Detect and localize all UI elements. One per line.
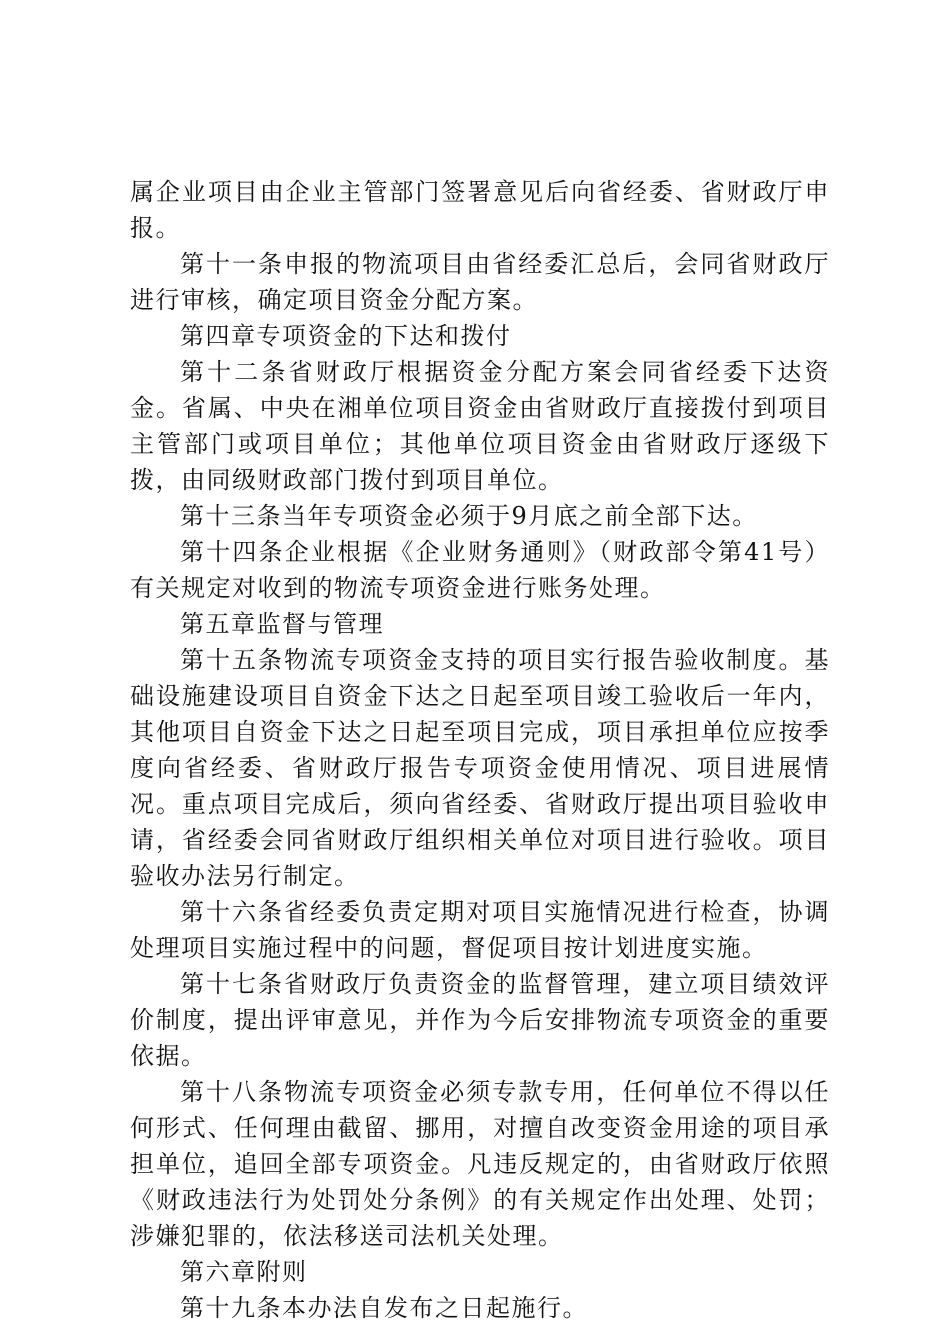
chapter-4-heading: 第四章专项资金的下达和拨付 [180,322,512,350]
paragraph-continuation: 属企业项目由企业主管部门签署意见后向省经委、省财政厅申报。 [130,178,830,242]
article-14: 第十四条企业根据《企业财务通则》（财政部令第41号）有关规定对收到的物流专项资金进行账务处理。 [130,538,830,602]
chapter-5-heading: 第五章监督与管理 [180,610,384,638]
article-18: 第十八条物流专项资金必须专款专用，任何单位不得以任何形式、任何理由截留、挪用，对擅自改变资金用途的项目承担单位，追回全部专项资金。凡违反规定的，由省财政厅依照《财政违法行为处罚处分条例》的有关规定作出处理、处罚；涉嫌犯罪的，依法移送司法机关处理。 [130,1078,830,1250]
article-16: 第十六条省经委负责定期对项目实施情况进行检查，协调处理项目实施过程中的问题，督促项目按计划进度实施。 [130,898,830,962]
article-17: 第十七条省财政厅负责资金的监督管理，建立项目绩效评价制度，提出评审意见，并作为今后安排物流专项资金的重要依据。 [130,970,830,1070]
article-15: 第十五条物流专项资金支持的项目实行报告验收制度。基础设施建设项目自资金下达之日起至项目竣工验收后一年内，其他项目自资金下达之日起至项目完成，项目承担单位应按季度向省经委、省财政厅报告专项资金使用情况、项目进展情况。重点项目完成后，须向省经委、省财政厅提出项目验收申请，省经委会同省财政厅组织相关单位对项目进行验收。项目验收办法另行制定。 [130,646,830,890]
article-11: 第十一条申报的物流项目由省经委汇总后，会同省财政厅进行审核，确定项目资金分配方案。 [130,250,830,314]
article-13: 第十三条当年专项资金必须于9月底之前全部下达。 [180,502,758,530]
document-body [130,174,830,1326]
article-19: 第十九条本办法自发布之日起施行。 [180,1294,588,1322]
article-12: 第十二条省财政厅根据资金分配方案会同省经委下达资金。省属、中央在湘单位项目资金由省财政厅直接拨付到项目主管部门或项目单位；其他单位项目资金由省财政厅逐级下拨，由同级财政部门拨付到项目单位。 [130,358,830,494]
chapter-6-heading: 第六章附则 [180,1258,308,1286]
